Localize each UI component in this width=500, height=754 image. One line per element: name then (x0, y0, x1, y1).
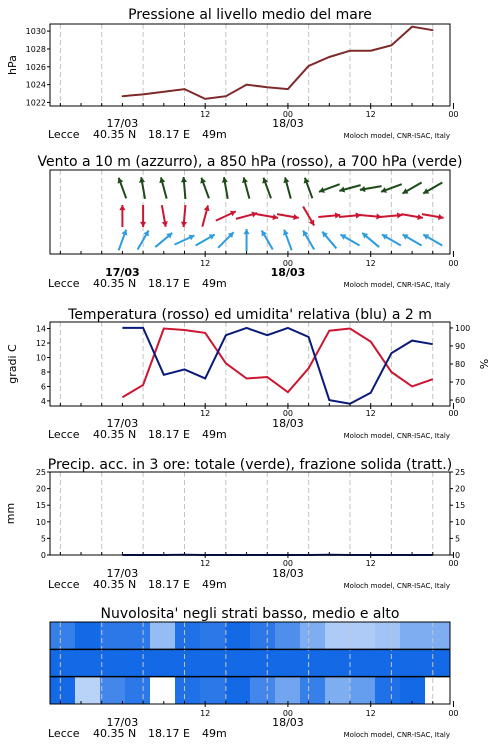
cloud-cell (275, 649, 300, 676)
cloud-cell (300, 622, 325, 649)
wind-arrow-head (181, 177, 187, 182)
wind-station-alt: 49m (202, 277, 227, 290)
precip-date-label: 18/03 (272, 567, 304, 580)
cloud-cell (100, 622, 125, 649)
temperature-ytick-label: 8 (41, 368, 46, 377)
cloud-xtick-label: 12 (366, 709, 376, 718)
wind-xtick-label: 00 (283, 259, 293, 268)
wind-station-name: Lecce (48, 277, 80, 290)
pressure-point (204, 98, 206, 100)
temperature-xtick-label: 12 (200, 409, 210, 418)
wind-arrow-head (181, 222, 187, 227)
wind-frame (50, 170, 450, 254)
cloud-cell (150, 622, 175, 649)
precip-ytick-right-label: 15 (455, 501, 465, 510)
pressure-point (184, 88, 186, 90)
cloud-cell (350, 677, 375, 704)
cloud-cell (300, 677, 325, 704)
pressure-ytick-label: 1024 (26, 81, 46, 90)
pressure-xtick-label: 12 (200, 110, 210, 119)
pressure-point (411, 26, 413, 28)
pressure-credit: Moloch model, CNR-ISAC, Italy (344, 132, 450, 140)
pressure-xtick-label: 00 (283, 110, 293, 119)
wind-xtick-label: 12 (366, 259, 376, 268)
cloud-cell (250, 677, 275, 704)
temperature-xtick-label: 00 (448, 409, 458, 418)
cloud-station-alt: 49m (202, 727, 227, 740)
cloud-cell (375, 622, 400, 649)
cloud-cell (75, 622, 100, 649)
cloud-cell (225, 622, 250, 649)
precip-ytick-right-label: 0 (455, 551, 460, 560)
cloud-station-lon: 18.17 E (148, 727, 190, 740)
pressure-series-line (122, 27, 432, 99)
cloud-credit: Moloch model, CNR-ISAC, Italy (344, 731, 450, 739)
precip-ytick-right-label: 20 (455, 485, 465, 494)
cloud-cell (75, 649, 100, 676)
cloud-cell (50, 622, 75, 649)
precip-xtick-label: 12 (200, 559, 210, 568)
cloud-cell (425, 677, 450, 704)
pressure-point (391, 45, 393, 47)
cloud-cell (150, 677, 175, 704)
cloud-cell (325, 677, 350, 704)
pressure-station-lon: 18.17 E (148, 128, 190, 141)
pressure-point (266, 86, 268, 88)
cloud-cell (75, 677, 100, 704)
cloud-xtick-label: 00 (283, 709, 293, 718)
pressure-station-lat: 40.35 N (93, 128, 136, 141)
cloud-cell (375, 649, 400, 676)
precip-ytick-label: 5 (41, 534, 46, 543)
cloud-cell (225, 649, 250, 676)
precip-ytick-label: 10 (36, 518, 46, 527)
wind-station-lat: 40.35 N (93, 277, 136, 290)
temperature-xtick-label: 12 (366, 409, 376, 418)
cloud-cell (150, 649, 175, 676)
cloud-cell (250, 649, 275, 676)
pressure-ytick-label: 1022 (26, 98, 46, 107)
pressure-ytick-label: 1026 (26, 63, 46, 72)
cloud-cell (400, 677, 425, 704)
precip-station-lat: 40.35 N (93, 578, 136, 591)
pressure-point (163, 91, 165, 93)
temperature-ytick-right-label: 100 (455, 324, 470, 333)
temperature-credit: Moloch model, CNR-ISAC, Italy (344, 432, 450, 440)
cloud-cell (125, 649, 150, 676)
pressure-xtick-label: 12 (366, 110, 376, 119)
precip-credit: Moloch model, CNR-ISAC, Italy (344, 582, 450, 590)
wind-date-label: 17/03 (105, 266, 140, 279)
pressure-frame (50, 24, 450, 106)
wind-title: Vento a 10 m (azzurro), a 850 hPa (rosso), a 700 hPa (verde) (37, 154, 462, 170)
cloud-cell (250, 622, 275, 649)
wind-arrow-head (242, 177, 248, 183)
cloud-station-lat: 40.35 N (93, 727, 136, 740)
pressure-date-label: 18/03 (272, 117, 304, 130)
pressure-xtick-label: 00 (448, 110, 458, 119)
precip-xtick-label: 00 (448, 559, 458, 568)
pressure-station-alt: 49m (202, 128, 227, 141)
wind-xtick-label: 12 (200, 259, 210, 268)
cloud-cell (125, 622, 150, 649)
precip-date-label: 17/03 (107, 567, 139, 580)
cloud-cell (200, 677, 225, 704)
temperature-ylabel-right: % (478, 359, 491, 369)
temperature-station-lat: 40.35 N (93, 428, 136, 441)
precip-ytick-right-label: 25 (455, 468, 465, 477)
cloud-cell (375, 677, 400, 704)
pressure-station-name: Lecce (48, 128, 80, 141)
wind-arrow-head (119, 205, 125, 210)
pressure-ytick-label: 1028 (26, 45, 46, 54)
pressure-date-label: 17/03 (107, 117, 139, 130)
cloud-cell (275, 677, 300, 704)
cloud-cell (200, 649, 225, 676)
temperature-station-alt: 49m (202, 428, 227, 441)
wind-credit: Moloch model, CNR-ISAC, Italy (344, 281, 450, 289)
temperature-ytick-right-label: 90 (455, 342, 465, 351)
cloud-cell (325, 622, 350, 649)
temperature-ytick-label: 12 (36, 339, 46, 348)
precip-ytick-right-label: 10 (455, 518, 465, 527)
cloud-date-label: 18/03 (272, 716, 304, 729)
cloud-cell (350, 622, 375, 649)
cloud-cell (50, 677, 75, 704)
cloud-date-label: 17/03 (107, 716, 139, 729)
pressure-point (142, 94, 144, 96)
temperature-ytick-right-label: 70 (455, 378, 465, 387)
cloud-cell (300, 649, 325, 676)
cloud-cell (225, 677, 250, 704)
cloud-cell (350, 649, 375, 676)
wind-station-lon: 18.17 E (148, 277, 190, 290)
pressure-point (225, 95, 227, 97)
precip-station-name: Lecce (48, 578, 80, 591)
wind-arrow-head (140, 222, 146, 227)
pressure-point (370, 50, 372, 52)
cloud-cell (425, 649, 450, 676)
precip-title: Precip. acc. in 3 ore: totale (verde), frazione solida (tratt.) (48, 457, 452, 473)
temperature-ytick-right-label: 60 (455, 396, 465, 405)
precip-frame (50, 472, 450, 555)
precip-xtick-label: 12 (366, 559, 376, 568)
cloud-cell (400, 649, 425, 676)
temperature-ytick-label: 14 (36, 325, 46, 334)
cloud-cell (175, 677, 200, 704)
cloud-cell (400, 622, 425, 649)
cloud-xtick-label: 12 (200, 709, 210, 718)
pressure-ytick-label: 1030 (26, 27, 46, 36)
pressure-point (349, 50, 351, 52)
precip-ytick-right-label: 5 (455, 534, 460, 543)
cloud-station-name: Lecce (48, 727, 80, 740)
precip-ytick-label: 20 (36, 485, 46, 494)
pressure-point (287, 88, 289, 90)
temperature-ytick-label: 4 (41, 397, 46, 406)
pressure-point (308, 65, 310, 67)
cloud-title: Nuvolosita' negli strati basso, medio e alto (101, 606, 400, 622)
temperature-ylabel: gradi C (6, 344, 19, 384)
cloud-cell (200, 622, 225, 649)
wind-date-label: 18/03 (271, 266, 306, 279)
cloud-cell (325, 649, 350, 676)
temperature-station-name: Lecce (48, 428, 80, 441)
pressure-point (122, 95, 124, 97)
cloud-xtick-label: 00 (448, 709, 458, 718)
temperature-station-lon: 18.17 E (148, 428, 190, 441)
pressure-point (246, 84, 248, 86)
precip-ytick-label: 25 (36, 468, 46, 477)
cloud-cell (100, 649, 125, 676)
precip-xtick-label: 00 (283, 559, 293, 568)
cloud-cell (425, 622, 450, 649)
precip-ytick-label: 0 (41, 551, 46, 560)
wind-xtick-label: 00 (448, 259, 458, 268)
precip-ylabel: mm (4, 503, 17, 524)
cloud-cell (50, 649, 75, 676)
precip-station-lon: 18.17 E (148, 578, 190, 591)
temperature-date-label: 17/03 (107, 417, 139, 430)
temperature-date-label: 18/03 (272, 417, 304, 430)
temperature-ytick-label: 6 (41, 382, 46, 391)
cloud-cell (175, 622, 200, 649)
pressure-point (432, 29, 434, 31)
temperature-xtick-label: 00 (283, 409, 293, 418)
pressure-ylabel: hPa (6, 55, 19, 75)
temperature-title: Temperatura (rosso) ed umidita' relativa (blu) a 2 m (67, 307, 432, 323)
cloud-cell (175, 649, 200, 676)
temperature-ytick-label: 10 (36, 353, 46, 362)
pressure-point (329, 56, 331, 58)
precip-station-alt: 49m (202, 578, 227, 591)
precip-ytick-label: 15 (36, 501, 46, 510)
pressure-title: Pressione al livello medio del mare (128, 7, 372, 23)
cloud-cell (100, 677, 125, 704)
temperature-frame (50, 322, 450, 406)
cloud-cell (125, 677, 150, 704)
wind-arrow-head (244, 229, 250, 234)
temperature-ytick-right-label: 80 (455, 360, 465, 369)
cloud-cell (275, 622, 300, 649)
